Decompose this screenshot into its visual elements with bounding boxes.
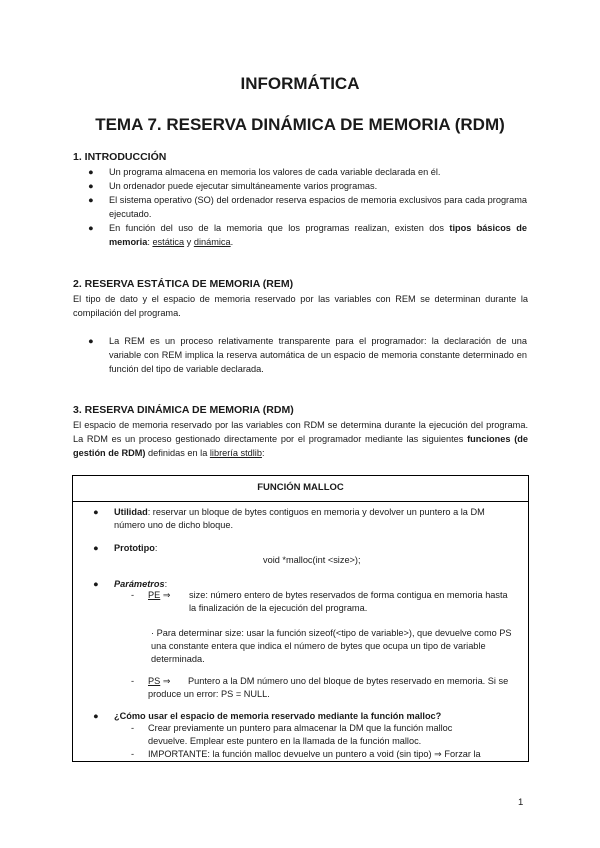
dinamica-link[interactable]: dinámica xyxy=(193,237,231,247)
utilidad-text: Utilidad: reservar un bloque de bytes contiguos en memoria y devolver un puntero a la DM número uno de dicho bloque. xyxy=(114,507,485,530)
pe-description: size: número entero de bytes reservados de forma contigua en memoria hasta la finalización de la ejecución del programa. xyxy=(189,590,508,613)
section-2-paragraph: El tipo de dato y el espacio de memoria reservado por las variables con REM se determinan durante la compilación del programa. xyxy=(73,294,528,318)
dash-icon: - xyxy=(131,723,135,733)
dash-icon: - xyxy=(131,590,135,600)
como-usar-heading: ¿Cómo usar el espacio de memoria reservado mediante la función malloc? xyxy=(114,711,442,721)
document-page: INFORMÁTICA TEMA 7. RESERVA DINÁMICA DE MEMORIA (RDM) 1. INTRODUCCIÓN ● Un programa almacena en memoria los valores de cada variable declarada en él. ● Un ordenador puede ejecutar simultáneamente varios programas. ● El sistema operativo (SO) del ordenador reserva espacios de memoria exclusivos para cada programa ejecutado. ● En función del uso de la memoria que los programas realizan, existen dos tipos básicos de memoria: estática y dinámica. 2. RESERVA ESTÁTICA DE MEMORIA (REM) El tipo de dato y el espacio de memoria reservado por las variables con REM se determinan durante la compilación del programa. ● La REM es un proceso relativamente transparente para el programador: la declaración de una variable con REM implica la reserva automática de un espacio de memoria constante determinado en función del tipo de variable declarada. 3. RESERVA DINÁMICA DE MEMORIA (RDM) El espacio de memoria reservado por las variables con RDM se determina durante la ejecución del programa. La RDM es un proceso gestionado directamente por el programador mediante las siguientes funciones (de gestión de RDM) definidas en la librería stdlib: FUNCIÓN MALLOC ● Utilidad: reservar un bloque de bytes contiguos en memoria y devolver un puntero a la DM número uno de dicho bloque. ● Prototipo: void *malloc(int <size>); ● Parámetros: - PE ⇒ size: número entero de bytes reservados de forma contigua en memoria hasta la finalización de la ejecución del programa. · Para determinar size: usar la función sizeof(<tipo de variable>), que devuelve como PS una constante entera que indica el número de bytes que ocupa un tipo de variable determinada. - PS ⇒ Puntero a la DM número uno del bloque de bytes reservado en memoria. Si se produce un error: PS = NULL. ● ¿Cómo usar el espacio de memoria reservado mediante la función malloc? - Crear previamente un puntero para almacenar la DM que la función malloc devuelve. Emplear este puntero en la llamada de la función malloc. - IMPORTANTE: la función malloc devuelve un puntero a void (sin tipo) ⇒ Forzar la 1 xyxy=(0,0,600,848)
bullet-icon: ● xyxy=(88,336,94,346)
malloc-box-title: FUNCIÓN MALLOC xyxy=(73,476,528,502)
bullet-icon: ● xyxy=(93,543,99,553)
malloc-prototype-code: void *malloc(int <size>); xyxy=(263,555,361,565)
dash-icon: - xyxy=(131,749,135,759)
prototipo-label: Prototipo: xyxy=(114,543,158,553)
page-number: 1 xyxy=(518,797,524,808)
bullet-icon: ● xyxy=(93,579,99,589)
section-2-heading: 2. RESERVA ESTÁTICA DE MEMORIA (REM) xyxy=(73,278,294,290)
topic-title: TEMA 7. RESERVA DINÁMICA DE MEMORIA (RDM) xyxy=(95,115,505,134)
bullet-icon: ● xyxy=(88,195,94,205)
importante-note: IMPORTANTE: la función malloc devuelve un puntero a void (sin tipo) ⇒ Forzar la xyxy=(148,749,481,759)
ps-label: PS ⇒ xyxy=(148,676,171,686)
arrow-icon: ⇒ xyxy=(162,590,171,600)
como-step-1: Crear previamente un puntero para almacenar la DM que la función malloc devuelve. Emplear este puntero en la llamada de la función malloc. xyxy=(148,723,453,746)
bullet-icon: ● xyxy=(88,167,94,177)
stdlib-link[interactable]: librería stdlib xyxy=(209,448,262,458)
bullet-icon: ● xyxy=(88,181,94,191)
malloc-box xyxy=(72,475,529,762)
section-3-heading: 3. RESERVA DINÁMICA DE MEMORIA (RDM) xyxy=(73,404,294,416)
bullet-icon: ● xyxy=(93,711,99,721)
section-3-paragraph: El espacio de memoria reservado por las variables con RDM se determina durante la ejecución del programa. La RDM es un proceso gestionado directamente por el programador mediante las siguientes funciones (de gestión de RDM) definidas en la librería stdlib: xyxy=(73,420,528,458)
arrow-icon: ⇒ xyxy=(434,749,442,759)
pe-label: PE ⇒ xyxy=(148,590,171,600)
dash-icon: - xyxy=(131,676,135,686)
pe-note: · Para determinar size: usar la función sizeof(<tipo de variable>), que devuelve como PS una constante entera que indica el número de bytes que ocupa un tipo de variable determinada. xyxy=(151,628,512,664)
arrow-icon: ⇒ xyxy=(162,676,171,686)
ps-description: Puntero a la DM número uno del bloque de bytes reservado en memoria. Si se produce un error: PS = NULL. xyxy=(148,676,509,699)
estatica-link[interactable]: estática xyxy=(152,237,185,247)
course-title: INFORMÁTICA xyxy=(240,74,360,93)
parametros-label: Parámetros: xyxy=(114,579,168,589)
section-1-heading: 1. INTRODUCCIÓN xyxy=(73,151,167,163)
bullet-icon: ● xyxy=(88,223,94,233)
memory-types-bold: tipos básicos de memoria xyxy=(109,223,527,247)
bullet-icon: ● xyxy=(93,507,99,517)
